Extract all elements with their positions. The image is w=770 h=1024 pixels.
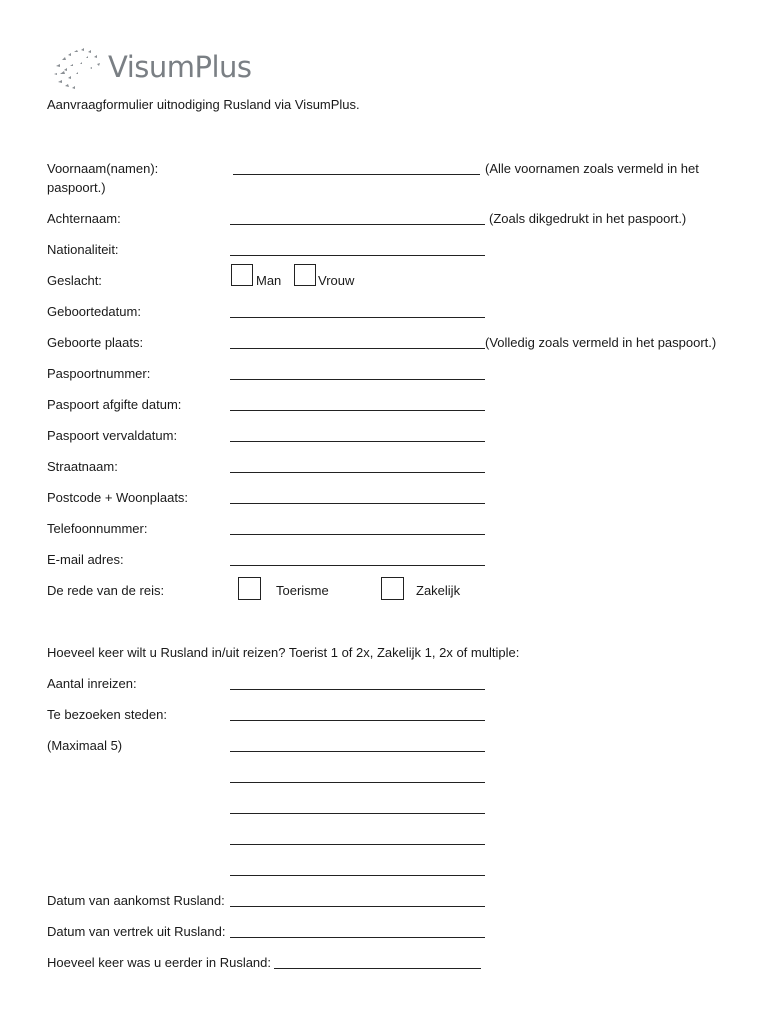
toerisme-label: Toerisme (276, 583, 329, 598)
man-label: Man (256, 273, 282, 288)
visumplus-logo (50, 44, 250, 92)
postcode-label: Postcode + Woonplaats: (47, 490, 189, 505)
vervaldatum-field[interactable] (230, 441, 485, 442)
stad-6-field[interactable] (230, 875, 485, 876)
voornaam-label: Voornaam(namen): (47, 161, 159, 176)
nationaliteit-field[interactable] (230, 255, 485, 256)
aantal-field[interactable] (230, 689, 485, 690)
straatnaam-label: Straatnaam: (47, 459, 118, 474)
nationaliteit-label: Nationaliteit: (47, 242, 119, 257)
voornaam-note: (Alle voornamen zoals vermeld in het (485, 161, 699, 176)
achternaam-note: (Zoals dikgedrukt in het paspoort.) (489, 211, 687, 226)
stad-1-field[interactable] (230, 720, 485, 721)
voornaam-note-cont: paspoort.) (47, 180, 106, 195)
postcode-field[interactable] (230, 503, 485, 504)
stad-4-field[interactable] (230, 813, 485, 814)
telefoon-field[interactable] (230, 534, 485, 535)
brand-name: VisumPlus (108, 50, 252, 84)
eerder-field[interactable] (274, 968, 481, 969)
steden-label: Te bezoeken steden: (47, 707, 167, 722)
man-checkbox[interactable] (231, 264, 253, 286)
trip-question: Hoeveel keer wilt u Rusland in/uit reizen? Toerist 1 of 2x, Zakelijk 1, 2x of multiple: (47, 645, 520, 660)
voornaam-field[interactable] (233, 174, 480, 175)
steden-note: (Maximaal 5) (47, 738, 123, 753)
email-label: E-mail adres: (47, 552, 124, 567)
vrouw-label: Vrouw (318, 273, 355, 288)
straatnaam-field[interactable] (230, 472, 485, 473)
bird-flock-icon (50, 44, 110, 92)
paspoortnummer-label: Paspoortnummer: (47, 366, 151, 381)
geboorteplaats-field[interactable] (230, 348, 485, 349)
vertrek-label: Datum van vertrek uit Rusland: (47, 924, 226, 939)
geslacht-label: Geslacht: (47, 273, 102, 288)
achternaam-field[interactable] (230, 224, 485, 225)
geboorteplaats-label: Geboorte plaats: (47, 335, 144, 350)
vertrek-field[interactable] (230, 937, 485, 938)
reden-label: De rede van de reis: (47, 583, 165, 598)
toerisme-checkbox[interactable] (238, 577, 261, 600)
form-title: Aanvraagformulier uitnodiging Rusland via VisumPlus. (47, 97, 360, 112)
aankomst-field[interactable] (230, 906, 485, 907)
stad-5-field[interactable] (230, 844, 485, 845)
zakelijk-checkbox[interactable] (381, 577, 404, 600)
telefoon-label: Telefoonnummer: (47, 521, 148, 536)
aantal-label: Aantal inreizen: (47, 676, 137, 691)
aankomst-label: Datum van aankomst Rusland: (47, 893, 225, 908)
eerder-label: Hoeveel keer was u eerder in Rusland: (47, 955, 272, 970)
geboorteplaats-note: (Volledig zoals vermeld in het paspoort.) (485, 335, 717, 350)
afgiftedatum-label: Paspoort afgifte datum: (47, 397, 182, 412)
stad-2-field[interactable] (230, 751, 485, 752)
stad-3-field[interactable] (230, 782, 485, 783)
vervaldatum-label: Paspoort vervaldatum: (47, 428, 178, 443)
afgiftedatum-field[interactable] (230, 410, 485, 411)
zakelijk-label: Zakelijk (416, 583, 461, 598)
vrouw-checkbox[interactable] (294, 264, 316, 286)
paspoortnummer-field[interactable] (230, 379, 485, 380)
achternaam-label: Achternaam: (47, 211, 121, 226)
geboortedatum-label: Geboortedatum: (47, 304, 141, 319)
geboortedatum-field[interactable] (230, 317, 485, 318)
email-field[interactable] (230, 565, 485, 566)
